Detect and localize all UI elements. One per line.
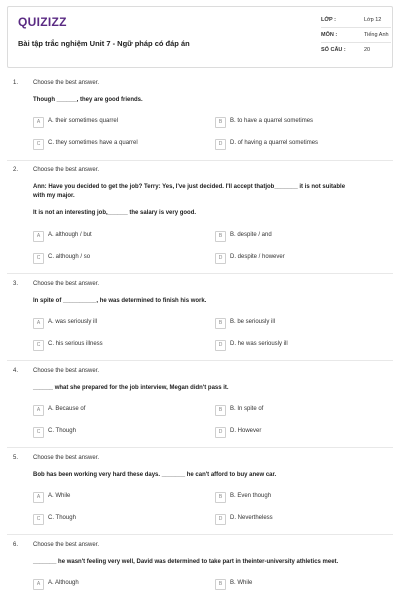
option-letter: A	[33, 492, 44, 503]
option-text: C. his serious illness	[48, 341, 103, 347]
option-letter: B	[215, 405, 226, 416]
option-text: B. to have a quarrel sometimes	[230, 118, 314, 124]
option-text: C. they sometimes have a quarrel	[48, 140, 138, 146]
option-letter: B	[215, 231, 226, 242]
option-text: A. their sometimes quarrel	[48, 118, 119, 124]
option-text: B. despite / and	[230, 232, 272, 238]
option-text: B. In spite of	[230, 406, 264, 412]
worksheet-title: Bài tập trắc nghiệm Unit 7 - Ngữ pháp có đáp án	[18, 39, 190, 48]
question-text: Bob has been working very hard these days. _______ he can't afford to buy anew car.	[33, 472, 277, 478]
question-text: Ann: Have you decided to get the job? Terry: Yes, I've just decided. I'll accept thatjob_______ it is not suitable	[33, 184, 346, 190]
question-number: 2.	[13, 167, 19, 173]
question-number: 3.	[13, 281, 19, 287]
option-letter: A	[33, 117, 44, 128]
question-prompt: Choose the best answer.	[33, 455, 100, 461]
option-letter: A	[33, 405, 44, 416]
meta-count-label: SỐ CÂU :	[321, 47, 346, 53]
option-letter: D	[215, 514, 226, 525]
worksheet-header	[7, 6, 393, 68]
option-text: B. Even though	[230, 493, 272, 499]
meta-subject-label: MÔN :	[321, 32, 338, 38]
question-text: ______ what she prepared for the job interview, Megan didn't pass it.	[33, 385, 229, 391]
option-text: D. Nevertheless	[230, 515, 273, 521]
meta-grade-value: Lớp 12	[364, 17, 382, 23]
option-text: A. Because of	[48, 406, 86, 412]
question-number: 1.	[13, 80, 19, 86]
option-letter: C	[33, 253, 44, 264]
question-divider	[7, 360, 393, 361]
option-letter: C	[33, 427, 44, 438]
question-prompt: Choose the best answer.	[33, 281, 100, 287]
option-letter: B	[215, 318, 226, 329]
option-text: B. While	[230, 580, 253, 586]
question-text: In spite of __________, he was determined to finish his work.	[33, 298, 207, 304]
option-text: C. Though	[48, 428, 76, 434]
option-text: C. Though	[48, 515, 76, 521]
meta-subject-value: Tiếng Anh	[364, 32, 389, 38]
quizizz-logo: QUIZIZZ	[18, 15, 67, 29]
question-text: with my major.	[33, 193, 75, 199]
option-text: C. although / so	[48, 254, 91, 260]
option-text: A. was seriously ill	[48, 319, 98, 325]
option-text: D. of having a quarrel sometimes	[230, 140, 319, 146]
question-divider	[7, 447, 393, 448]
option-letter: D	[215, 340, 226, 351]
question-prompt: Choose the best answer.	[33, 167, 100, 173]
option-letter: A	[33, 579, 44, 590]
question-number: 5.	[13, 455, 19, 461]
meta-divider	[321, 42, 391, 43]
question-number: 4.	[13, 368, 19, 374]
question-number: 6.	[13, 542, 19, 548]
question-text: It is not an interesting job,______ the salary is very good.	[33, 210, 197, 216]
question-divider	[7, 534, 393, 535]
option-letter: B	[215, 492, 226, 503]
option-text: A. Although	[48, 580, 79, 586]
meta-divider	[321, 27, 391, 28]
option-letter: B	[215, 579, 226, 590]
option-text: D. he was seriously ill	[230, 341, 288, 347]
option-letter: B	[215, 117, 226, 128]
question-text: _______ he wasn't feeling very well, David was determined to take part in theinter-university athletics meet.	[33, 559, 339, 565]
option-text: B. be seriously ill	[230, 319, 276, 325]
option-letter: C	[33, 340, 44, 351]
option-letter: C	[33, 514, 44, 525]
question-divider	[7, 273, 393, 274]
option-text: D. despite / however	[230, 254, 285, 260]
meta-count-value: 20	[364, 47, 371, 53]
option-letter: D	[215, 427, 226, 438]
meta-grade-label: LỚP :	[321, 17, 336, 23]
option-text: D. However	[230, 428, 262, 434]
question-divider	[7, 160, 393, 161]
option-letter: A	[33, 318, 44, 329]
option-letter: A	[33, 231, 44, 242]
option-letter: D	[215, 253, 226, 264]
option-letter: C	[33, 139, 44, 150]
option-text: A. although / but	[48, 232, 92, 238]
question-text: Though ______, they are good friends.	[33, 97, 143, 103]
option-text: A. While	[48, 493, 71, 499]
option-letter: D	[215, 139, 226, 150]
question-prompt: Choose the best answer.	[33, 542, 100, 548]
question-prompt: Choose the best answer.	[33, 368, 100, 374]
question-prompt: Choose the best answer.	[33, 80, 100, 86]
